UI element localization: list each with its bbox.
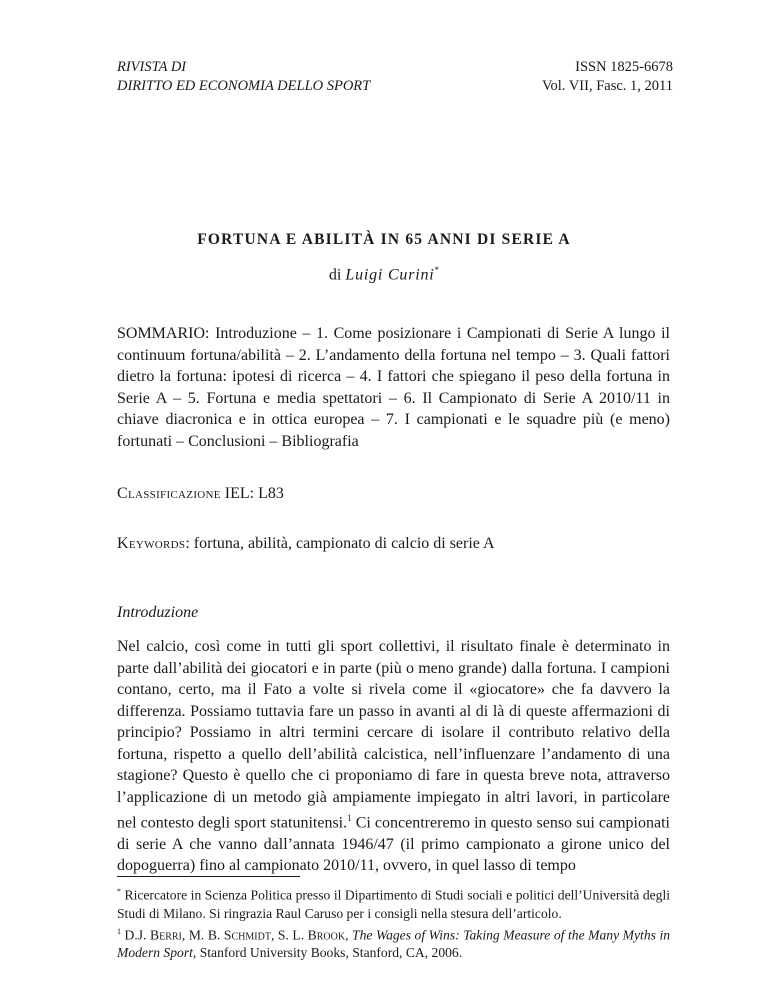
classification-label: Classificazione: [117, 485, 221, 502]
footnote-1-berri: Berri: [150, 927, 182, 943]
author-prefix: di: [328, 266, 342, 284]
footnote-ref-1: 1: [347, 813, 352, 823]
keywords-label: Keywords: [117, 535, 186, 552]
footnote-1-publisher: Stanford University Books, Stanford, CA, 2006.: [196, 945, 463, 961]
footnotes: [117, 883, 670, 962]
body-text-part2: Ci concentreremo in questo senso sui campionati di serie A che vanno dall’annata 1946/47 (il primo campionato a girone unico del dopoguerra) fino al campionato 2010/11, ovvero, in quel lasso di tempo: [117, 814, 670, 875]
footnote-1-mark: 1: [117, 926, 121, 936]
footnote-star-mark: *: [117, 887, 121, 896]
footnote-1-initials-c: , S. L.: [270, 927, 308, 943]
footnote-1-initials-a: D.J.: [121, 927, 151, 943]
body-paragraph: [117, 636, 670, 877]
journal-name: [117, 58, 370, 96]
section-heading: Introduzione: [117, 604, 199, 621]
footnote-1-schmidt: Schmidt: [223, 927, 271, 943]
article-author: [0, 265, 768, 284]
footnote-1-brook: Brook: [307, 927, 346, 943]
journal-name-line1: RIVISTA DI: [117, 59, 187, 75]
footnote-1: [117, 923, 670, 963]
volume-issue: Vol. VII, Fasc. 1, 2011: [541, 78, 673, 94]
footnote-author: [117, 883, 670, 923]
journal-name-line2: DIRITTO ED ECONOMIA DELLO SPORT: [117, 78, 371, 94]
keywords-value: : fortuna, abilità, campionato di calcio di serie A: [185, 535, 495, 552]
footnote-divider: [117, 876, 300, 877]
footnote-1-sep: ,: [345, 927, 353, 943]
author-note-mark: *: [434, 265, 440, 275]
article-summary: SOMMARIO: Introduzione – 1. Come posizionare i Campionati di Serie A lungo il continuum fortuna/abilità – 2. L’andamento della fortuna nel tempo – 3. Quali fattori dietro la fortuna: ipotesi di ricerca – 4. I fattori che spiegano il peso della fortuna in Serie A – 5. Fortuna e media spettatori – 6. Il Campionato di Serie A 2010/11 in chiave diacronica e in ottica europea – 7. I campionati e le squadre più (e meno) fortunati – Conclusioni – Bibliografia: [117, 325, 670, 450]
classification-value: IEL: L83: [224, 485, 284, 502]
body-text-part1: Nel calcio, così come in tutti gli sport collettivi, il risultato finale è determinato in parte dall’abilità dei giocatori e in parte (più o meno grande) dalla fortuna. I campioni contano, certo, ma il Fato a volte si rivela come il «giocatore» che fa davvero la differenza. Possiamo tuttavia fare un passo in avanti al di là di queste affermazioni di principio? Possiamo in altri termini cercare di isolare il contributo relativo della fortuna, rispetto a quello dell’abilità calcistica, nell’influenzare l’andamento di una stagione? Questo è quello che ci proponiamo di fare in questa breve nota, attraverso l’applicazione di un metodo già ampiamente impiegato in altri lavori, in particolare nel contesto degli sport statunitensi.: [117, 638, 670, 832]
journal-issue-info: [542, 58, 673, 96]
issn: ISSN 1825-6678: [575, 59, 673, 75]
footnote-1-book-title: The Wages of Wins: Taking Measure of the Many Myths in Modern Sport,: [117, 927, 671, 961]
article-title: FORTUNA E ABILITÀ IN 65 ANNI DI SERIE A: [197, 231, 571, 248]
footnote-1-initials-b: , M. B.: [181, 927, 224, 943]
keywords: [117, 535, 495, 553]
classification: [117, 485, 284, 503]
author-name: Luigi Curini: [345, 266, 435, 284]
footnote-star-text: Ricercatore in Scienza Politica presso il Dipartimento di Studi sociali e politici dell’Università degli Studi di Milano. Si ringrazia Raul Caruso per i consigli nella stesura dell’articolo.: [117, 887, 670, 921]
